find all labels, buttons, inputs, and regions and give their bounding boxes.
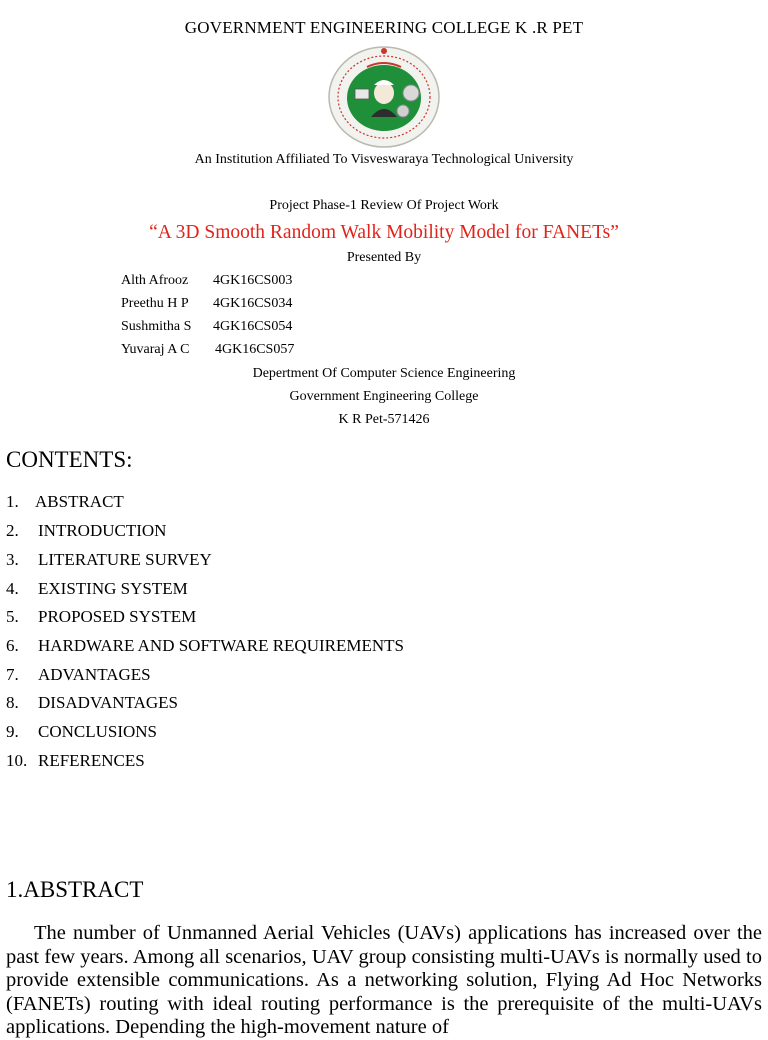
college-line: Government Engineering College [289,389,479,404]
contents-heading: CONTENTS: [6,447,133,472]
phase-text: Project Phase-1 Review Of Project Work [269,198,499,213]
toc-number: 5. [6,607,19,626]
toc-label: ABSTRACT [35,492,124,511]
toc-label: DISADVANTAGES [38,693,179,712]
department-name: Depertment Of Computer Science Engineering [252,366,516,381]
toc-label: PROPOSED SYSTEM [38,607,197,626]
toc-label: INTRODUCTION [38,521,167,540]
toc-label: ADVANTAGES [38,665,151,684]
toc-number: 7. [6,665,19,684]
member-name: Sushmitha S [121,319,192,334]
member-usn: 4GK16CS003 [213,273,293,288]
toc-item [6,693,178,713]
toc-item [6,636,404,656]
member-usn: 4GK16CS034 [213,296,293,311]
toc-item [6,722,157,742]
toc-number: 1. [6,492,19,511]
member-row [121,273,292,289]
toc-item [6,751,145,771]
toc-number: 4. [6,579,19,598]
toc-item [6,579,188,599]
university-logo [327,45,441,149]
member-row [121,342,294,358]
affiliation-text: An Institution Affiliated To Visveswaraya Technological University [194,152,574,167]
member-name: Yuvaraj A C [121,342,190,357]
toc-label: EXISTING SYSTEM [38,579,188,598]
toc-label: LITERATURE SURVEY [38,550,212,569]
toc-item [6,607,196,627]
toc-number: 2. [6,521,19,540]
toc-number: 10. [6,751,28,770]
member-name: Preethu H P [121,296,189,311]
member-row [121,319,292,335]
toc-number: 3. [6,550,19,569]
toc-label: CONCLUSIONS [38,722,158,741]
abstract-paragraph: The number of Unmanned Aerial Vehicles (UAVs) applications has increased over the past few years. Among all scenarios, UAV group consisting multi-UAVs is normally used to provide extensible communications. As a networking solution, Flying Ad Hoc Networks (FANETs) routing with ideal routing performance is the prerequisite of the multi-UAVs applications. Depending the high-movement nature of [6,922,762,1038]
toc-item [6,492,124,512]
member-usn: 4GK16CS054 [213,319,293,334]
abstract-heading: 1.ABSTRACT [6,877,144,902]
toc-label: REFERENCES [38,751,145,770]
college-name: GOVERNMENT ENGINEERING COLLEGE K .R PET [184,18,584,37]
toc-label: HARDWARE AND SOFTWARE REQUIREMENTS [38,636,404,655]
toc-item [6,521,166,541]
toc-item [6,550,212,570]
member-row [121,296,292,312]
member-name: Alth Afrooz [121,273,189,288]
toc-number: 6. [6,636,19,655]
member-usn: 4GK16CS057 [215,342,295,357]
address-line: K R Pet-571426 [338,412,430,427]
toc-number: 9. [6,722,19,741]
project-title: “A 3D Smooth Random Walk Mobility Model for FANETs” [149,222,619,243]
toc-number: 8. [6,693,19,712]
toc-item [6,665,151,685]
presented-by-label: Presented By [346,250,422,265]
